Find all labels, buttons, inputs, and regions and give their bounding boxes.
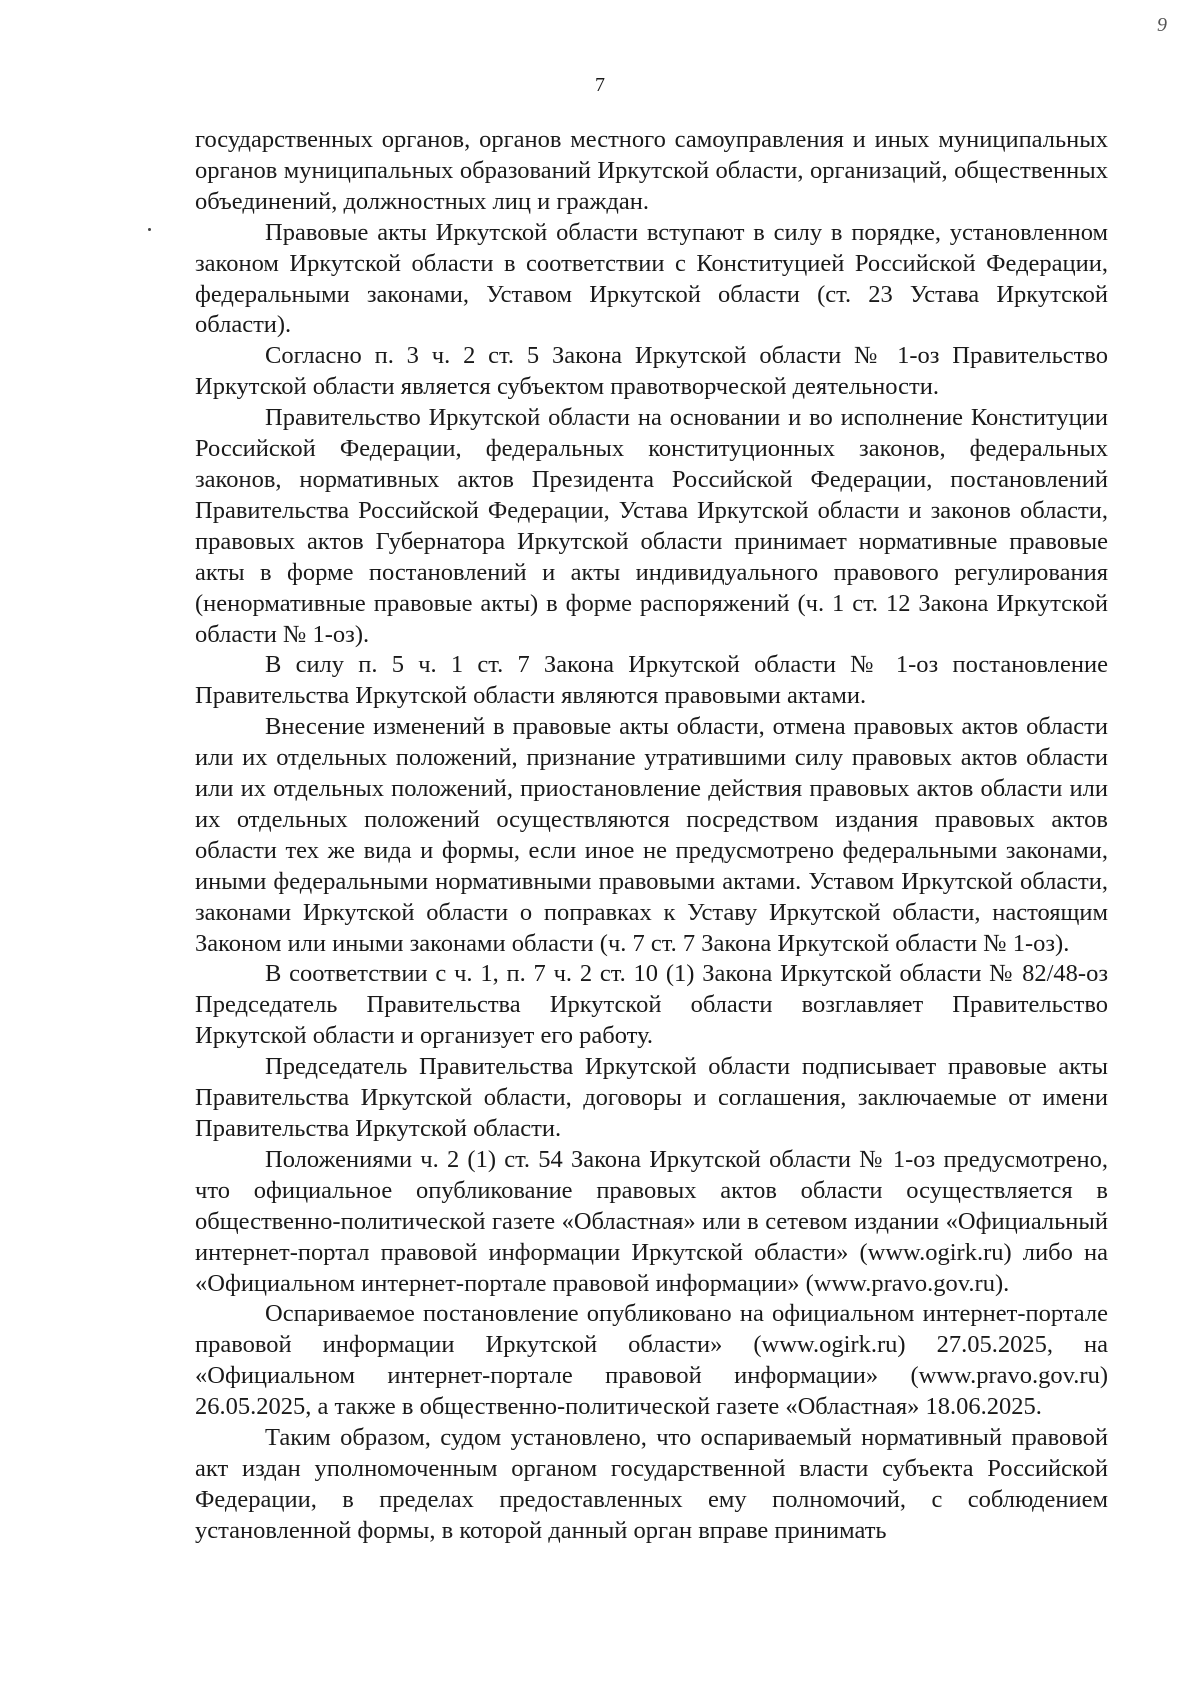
paragraph: Положениями ч. 2 (1) ст. 54 Закона Иркутской области № 1-оз предусмотрено, что официальное опубликование правовых актов области осуществляется в общественно-политической газете «Областная» или в сетевом издании «Официальный интернет-портал правовой информации Иркутской области» (www.ogirk.ru) либо на «Официальном интернет-портале правовой информации» (www.pravo.gov.ru). — [195, 1145, 1108, 1297]
paragraph: Оспариваемое постановление опубликовано на официальном интернет-портале правовой информации Иркутской области» (www.ogirk.ru) 27.05.2025, на «Официальном интернет-портале правовой информации» (www.pravo.gov.ru) 26.05.2025, а также в общественно-политической газете «Областная» 18.06.2025. — [195, 1300, 1108, 1421]
paragraph: Правительство Иркутской области на основании и во исполнение Конституции Российской Федерации, федеральных конституционных законов, федеральных законов, нормативных актов Президента Российской Федерации, постановлений Правительства Российской Федерации, Устава Иркутской области и законов области, правовых актов Губернатора Иркутской области принимает нормативные правовые акты в форме постановлений и акты индивидуального правового регулирования (ненормативные правовые акты) в форме распоряжений (ч. 1 ст. 12 Закона Иркутской области № 1-оз). — [195, 404, 1108, 648]
paragraph: Председатель Правительства Иркутской области подписывает правовые акты Правительства Иркутской области, договоры и соглашения, заключаемые от имени Правительства Иркутской области. — [195, 1053, 1108, 1142]
paragraph: Согласно п. 3 ч. 2 ст. 5 Закона Иркутской области № 1-оз Правительство Иркутской области является субъектом правотворческой деятельности. — [195, 342, 1108, 401]
paragraph: Таким образом, судом установлено, что оспариваемый нормативный правовой акт издан уполномоченным органом государственной власти субъекта Российской Федерации, в пределах предоставленных ему полномочий, с соблюдением установленной формы, в которой данный орган вправе принимать — [195, 1424, 1108, 1544]
paragraph: Правовые акты Иркутской области вступают в силу в порядке, установленном законом Иркутской области в соответствии с Конституцией Российской Федерации, федеральными законами, Уставом Иркутской области (ст. 23 Устава Иркутской области). — [195, 218, 1108, 339]
paragraph: В силу п. 5 ч. 1 ст. 7 Закона Иркутской области № 1-оз постановление Правительства Иркутской области являются правовыми актами. — [195, 651, 1108, 710]
document-body — [195, 125, 1108, 1547]
paragraph: В соответствии с ч. 1, п. 7 ч. 2 ст. 10 (1) Закона Иркутской области № 82/48-оз Председатель Правительства Иркутской области возглавляет Правительство Иркутской области и организует его работу. — [195, 960, 1108, 1050]
scan-speck — [148, 228, 151, 231]
page-number: 7 — [595, 74, 605, 96]
handwritten-sheet-number: 9 — [1157, 14, 1167, 36]
paragraph-continuation: государственных органов, органов местного самоуправления и иных муниципальных органов муниципальных образований Иркутской области, организаций, общественных объединений, должностных лиц и граждан. — [195, 126, 1108, 215]
paragraph: Внесение изменений в правовые акты области, отмена правовых актов области или их отдельных положений, признание утратившими силу правовых актов области или их отдельных положений, приостановление действия правовых актов области или их отдельных положений осуществляются посредством издания правовых актов области тех же вида и формы, если иное не предусмотрено федеральными законами, иными федеральными нормативными правовыми актами. Уставом Иркутской области, законами Иркутской области о поправках к Уставу Иркутской области, настоящим Законом или иными законами области (ч. 7 ст. 7 Закона Иркутской области № 1-оз). — [195, 713, 1108, 957]
